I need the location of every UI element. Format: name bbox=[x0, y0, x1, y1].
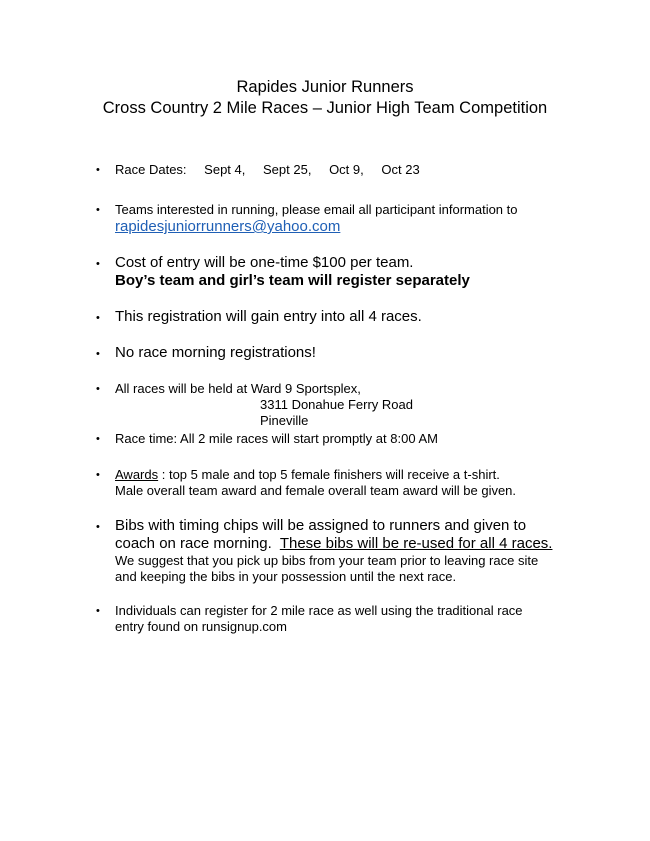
bullet-registration: • bbox=[96, 312, 100, 324]
bullet-teams: • bbox=[96, 204, 100, 216]
bibs-line-4: and keeping the bibs in your possession until the next race. bbox=[115, 569, 457, 584]
bullet-race-dates: • bbox=[96, 164, 100, 176]
location-line-3: Pineville bbox=[260, 413, 309, 428]
race-date: Oct 23 bbox=[381, 162, 420, 177]
bibs-line-2 bbox=[115, 535, 585, 553]
bullet-awards: • bbox=[96, 469, 100, 481]
bullet-race-time: • bbox=[96, 433, 100, 445]
registration-text: This registration will gain entry into all 4 races. bbox=[115, 308, 422, 325]
race-dates bbox=[115, 162, 585, 178]
bullet-no-morning: • bbox=[96, 348, 100, 360]
race-date: Oct 9, bbox=[329, 162, 364, 177]
race-time-text: Race time: All 2 mile races will start promptly at 8:00 AM bbox=[115, 431, 438, 446]
bibs-reuse-note: These bibs will be re-used for all 4 races. bbox=[279, 535, 553, 552]
race-date: Sept 25, bbox=[263, 162, 312, 177]
individuals-line-2: entry found on runsignup.com bbox=[115, 619, 287, 634]
bullet-bibs: • bbox=[96, 521, 100, 533]
cost-line-2: Boy’s team and girl’s team will register separately bbox=[115, 272, 470, 289]
bullet-individuals: • bbox=[96, 605, 100, 617]
no-morning-text: No race morning registrations! bbox=[115, 344, 316, 361]
cost-line-1: Cost of entry will be one-time $100 per team. bbox=[115, 254, 414, 271]
bibs-line-3: We suggest that you pick up bibs from your team prior to leaving race site bbox=[115, 553, 539, 568]
race-date: Sept 4, bbox=[204, 162, 246, 177]
awards-label: Awards bbox=[115, 467, 159, 482]
title-line-2: Cross Country 2 Mile Races – Junior High Team Competition bbox=[102, 99, 548, 117]
teams-text: Teams interested in running, please email all participant information to bbox=[115, 202, 518, 217]
title-line-1: Rapides Junior Runners bbox=[236, 78, 414, 96]
bibs-line-2-start: coach on race morning. bbox=[115, 535, 280, 552]
teams-email-row bbox=[115, 218, 585, 236]
awards-line-1 bbox=[115, 467, 585, 483]
bullet-location: • bbox=[96, 383, 100, 395]
individuals-line-1: Individuals can register for 2 mile race as well using the traditional race bbox=[115, 603, 523, 618]
location-line-2: 3311 Donahue Ferry Road bbox=[260, 397, 413, 412]
race-dates-label: Race Dates: bbox=[115, 162, 187, 177]
bullet-cost: • bbox=[96, 258, 100, 270]
bibs-line-1: Bibs with timing chips will be assigned to runners and given to bbox=[115, 517, 527, 534]
awards-line-2: Male overall team award and female overall team award will be given. bbox=[115, 483, 517, 498]
location-line-1: All races will be held at Ward 9 Sportsplex, bbox=[115, 381, 361, 396]
email-link[interactable]: rapidesjuniorrunners@yahoo.com bbox=[115, 218, 341, 235]
awards-line-1-rest: : top 5 male and top 5 female finishers will receive a t-shirt. bbox=[158, 467, 500, 482]
